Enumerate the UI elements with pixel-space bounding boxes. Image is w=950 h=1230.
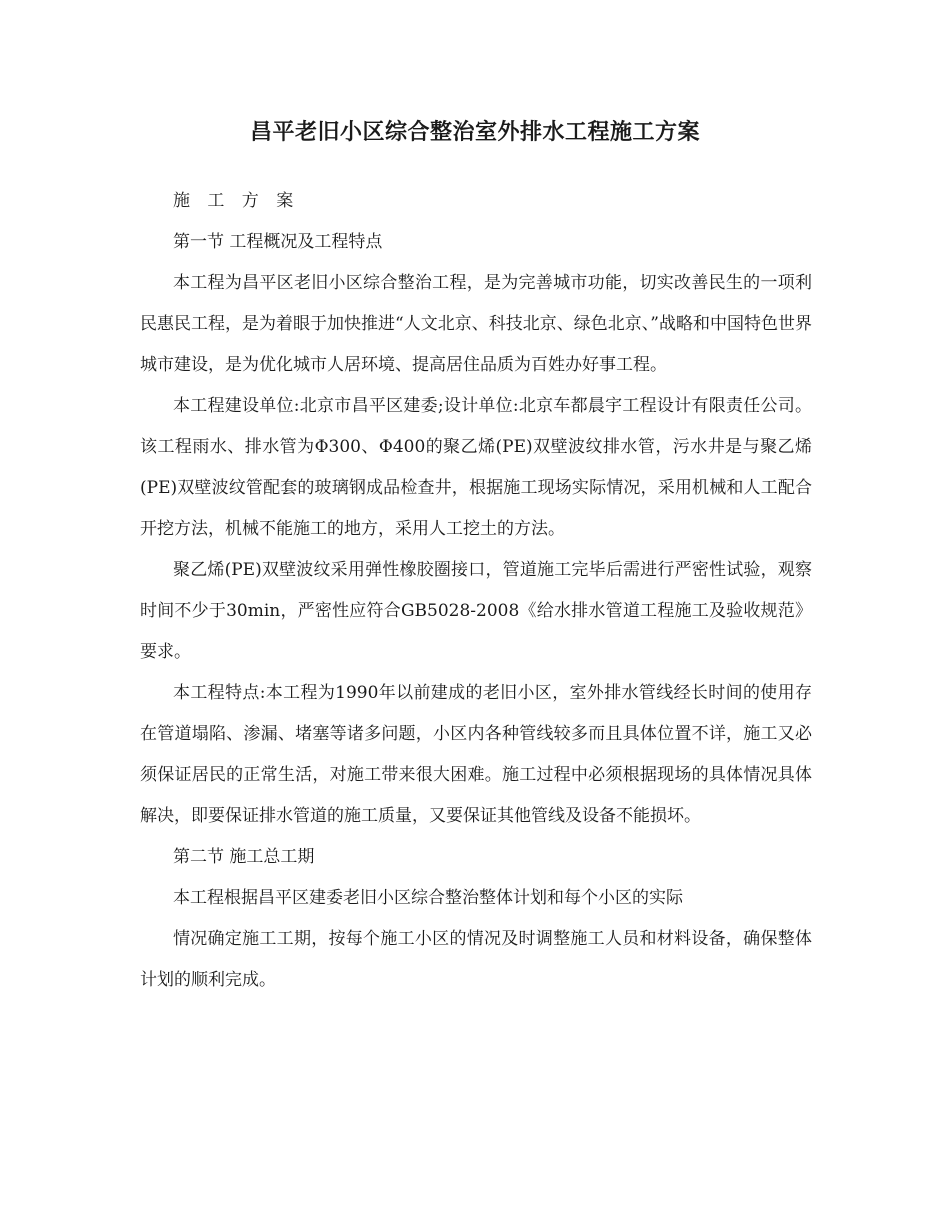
paragraph-overview: 本工程为昌平区老旧小区综合整治工程，是为完善城市功能，切实改善民生的一项利民惠民工程，是为着眼于加快推进“人文北京、科技北京、绿色北京、”战略和中国特色世界城市建设，是为优化城市人居环境、提高居住品质为百姓办好事工程。 <box>140 273 812 375</box>
paragraph-schedule-line1: 本工程根据昌平区建委老旧小区综合整治整体计划和每个小区的实际 <box>173 888 683 908</box>
paragraph-units: 本工程建设单位:北京市昌平区建委;设计单位:北京车都晨宇工程设计有限责任公司。该工程雨水、排水管为Φ300、Φ400的聚乙烯(PE)双壁波纹排水管，污水井是与聚乙烯(PE)双壁波纹管配套的玻璃钢成品检查井，根据施工现场实际情况，采用机械和人工配合开挖方法，机械不能施工的地方，采用人工挖土的方法。 <box>140 396 812 539</box>
section-heading-1: 第一节 工程概况及工程特点 <box>173 232 383 252</box>
paragraph-features: 本工程特点:本工程为1990年以前建成的老旧小区，室外排水管线经长时间的使用存在管道塌陷、渗漏、堵塞等诸多问题，小区内各种管线较多而且具体位置不详，施工又必须保证居民的正常生活，对施工带来很大困难。施工过程中必须根据现场的具体情况具体解决，即要保证排水管道的施工质量，又要保证其他管线及设备不能损坏。 <box>140 683 812 826</box>
document-title: 昌平老旧小区综合整治室外排水工程施工方案 <box>249 119 700 145</box>
document-body <box>140 181 812 1001</box>
plan-heading: 施 工 方 案 <box>173 191 300 211</box>
paragraph-schedule-line2: 情况确定施工工期，按每个施工小区的情况及时调整施工人员和材料设备，确保整体计划的顺利完成。 <box>140 929 812 990</box>
section-heading-2: 第二节 施工总工期 <box>173 847 315 867</box>
paragraph-joint-test: 聚乙烯(PE)双壁波纹采用弹性橡胶圈接口，管道施工完毕后需进行严密性试验，观察时间不少于30min，严密性应符合GB5028-2008《给水排水管道工程施工及验收规范》要求。 <box>140 560 812 662</box>
